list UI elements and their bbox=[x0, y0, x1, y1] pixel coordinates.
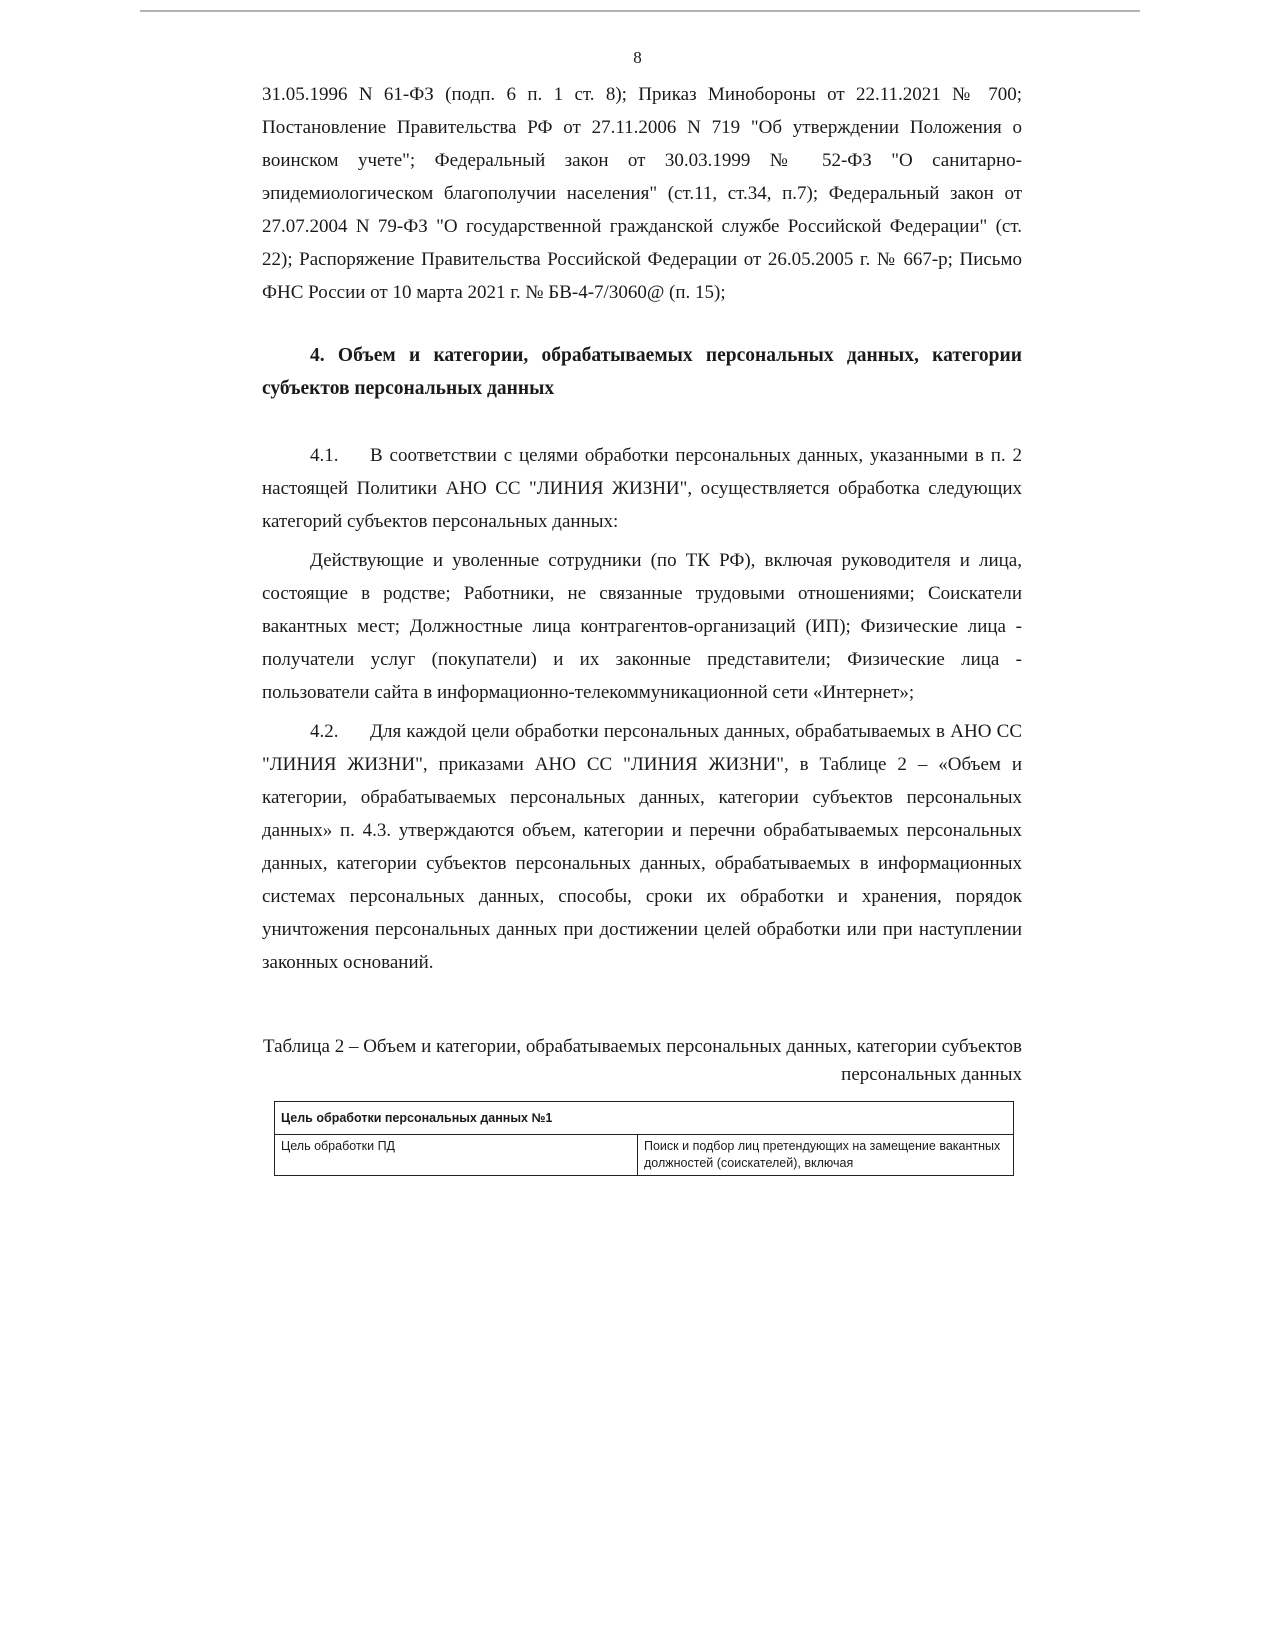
clause-text: В соответствии с целями обработки персональных данных, указанными в п. 2 настоящей Политики АНО СС "ЛИНИЯ ЖИЗНИ", осуществляется обработка следующих категорий субъектов персональных данных: bbox=[262, 445, 1022, 532]
clause-number: 4.1. bbox=[310, 445, 339, 466]
document-body bbox=[262, 78, 1022, 1176]
clause-text: Для каждой цели обработки персональных данных, обрабатываемых в АНО СС "ЛИНИЯ ЖИЗНИ", приказами АНО СС "ЛИНИЯ ЖИЗНИ", в Таблице 2 – «Объем и категории, обрабатываемых персональных данных, категории субъектов персональных данных» п. 4.3. утверждаются объем, категории и перечни обрабатываемых персональных данных, категории субъектов персональных данных, обрабатываемых в информационных системах персональных данных, способы, сроки их обработки и хранения, порядок уничтожения персональных данных при достижении целей обработки или при наступлении законных оснований. bbox=[262, 721, 1022, 973]
clause-4-2 bbox=[262, 715, 1022, 979]
table-cell-value: Поиск и подбор лиц претендующих на замещение вакантных должностей (соискателей), включая bbox=[638, 1135, 1014, 1176]
clause-4-1 bbox=[262, 439, 1022, 538]
page-number: 8 bbox=[633, 48, 642, 67]
table-header-cell: Цель обработки персональных данных №1 bbox=[275, 1102, 1014, 1135]
legal-references-paragraph: 31.05.1996 N 61-ФЗ (подп. 6 п. 1 ст. 8); Приказ Минобороны от 22.11.2021 № 700; Постановление Правительства РФ от 27.11.2006 N 719 "Об утверждении Положения о воинском учете"; Федеральный закон от 30.03.1999 № 52-ФЗ "О санитарно-эпидемиологическом благополучии населения" (ст.11, ст.34, п.7); Федеральный закон от 27.07.2004 N 79-ФЗ "О государственной гражданской службе Российской Федерации" (ст. 22); Распоряжение Правительства Российской Федерации от 26.05.2005 г. № 667-р; Письмо ФНС России от 10 марта 2021 г. № БВ-4-7/3060@ (п. 15); bbox=[262, 84, 1022, 303]
scan-edge-line bbox=[140, 10, 1140, 12]
table-row bbox=[275, 1135, 1014, 1176]
section-heading: 4. Объем и категории, обрабатываемых персональных данных, категории субъектов персональных данных bbox=[262, 345, 1022, 399]
table-cell-label: Цель обработки ПД bbox=[275, 1135, 638, 1176]
data-table bbox=[274, 1101, 1014, 1176]
table-caption: Таблица 2 – Объем и категории, обрабатываемых персональных данных, категории субъектов персональных данных bbox=[262, 1036, 1022, 1085]
clause-number: 4.2. bbox=[310, 721, 339, 742]
table-header-row bbox=[275, 1102, 1014, 1135]
subject-categories-paragraph: Действующие и уволенные сотрудники (по ТК РФ), включая руководителя и лица, состоящие в родстве; Работники, не связанные трудовыми отношениями; Соискатели вакантных мест; Должностные лица контрагентов-организаций (ИП); Физические лица - получатели услуг (покупатели) и их законные представители; Физические лица - пользователи сайта в информационно-телекоммуникационной сети «Интернет»; bbox=[262, 550, 1022, 703]
